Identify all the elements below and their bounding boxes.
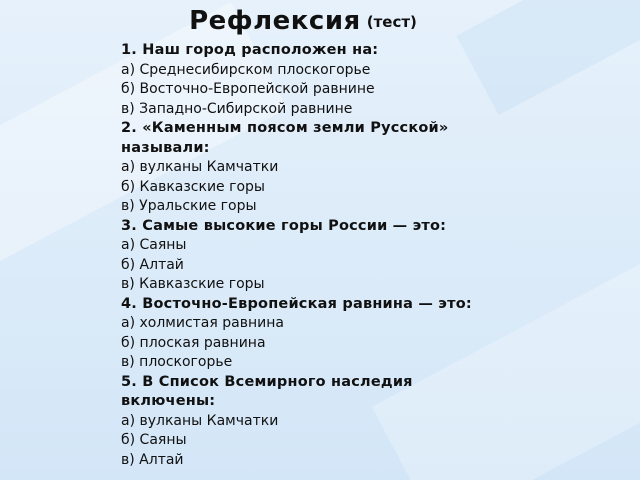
title-sub: (тест) <box>366 13 417 31</box>
answer-option: а) Среднесибирском плоскогорье <box>121 61 371 78</box>
slide-title <box>0 6 606 36</box>
question-text: 4. Восточно-Европейская равнина — это: <box>121 295 472 312</box>
answer-option: в) Кавказские горы <box>121 276 265 292</box>
answer-option: а) вулканы Камчатки <box>121 159 279 175</box>
answer-option: в) Алтай <box>121 451 184 468</box>
answer-option: в) плоскогорье <box>121 354 233 370</box>
quiz-question-block <box>121 41 491 119</box>
title-main: Рефлексия <box>189 6 361 36</box>
quiz-question-block <box>121 119 491 217</box>
answer-option: а) вулканы Камчатки <box>121 412 279 429</box>
answer-option: б) Саяны <box>121 432 187 448</box>
answer-option: б) Восточно-Европейской равнине <box>121 81 375 97</box>
quiz-question-block <box>121 217 491 295</box>
question-text: 1. Наш город расположен на: <box>121 42 379 58</box>
answer-option: б) Кавказские горы <box>121 178 265 195</box>
answer-option: в) Западно-Сибирской равнине <box>121 100 353 117</box>
answer-option: а) холмистая равнина <box>121 315 284 331</box>
answer-option: б) Алтай <box>121 256 184 273</box>
question-text: 3. Самые высокие горы России — это: <box>121 217 447 234</box>
quiz-content <box>121 41 491 470</box>
quiz-question-block <box>121 373 491 471</box>
answer-option: а) Саяны <box>121 237 187 253</box>
question-text: 5. В Список Всемирного наследия включены: <box>121 373 413 409</box>
answer-option: в) Уральские горы <box>121 198 257 214</box>
answer-option: б) плоская равнина <box>121 334 266 351</box>
quiz-question-block <box>121 295 491 373</box>
question-text: 2. «Каменным поясом земли Русской» называли: <box>121 120 449 156</box>
